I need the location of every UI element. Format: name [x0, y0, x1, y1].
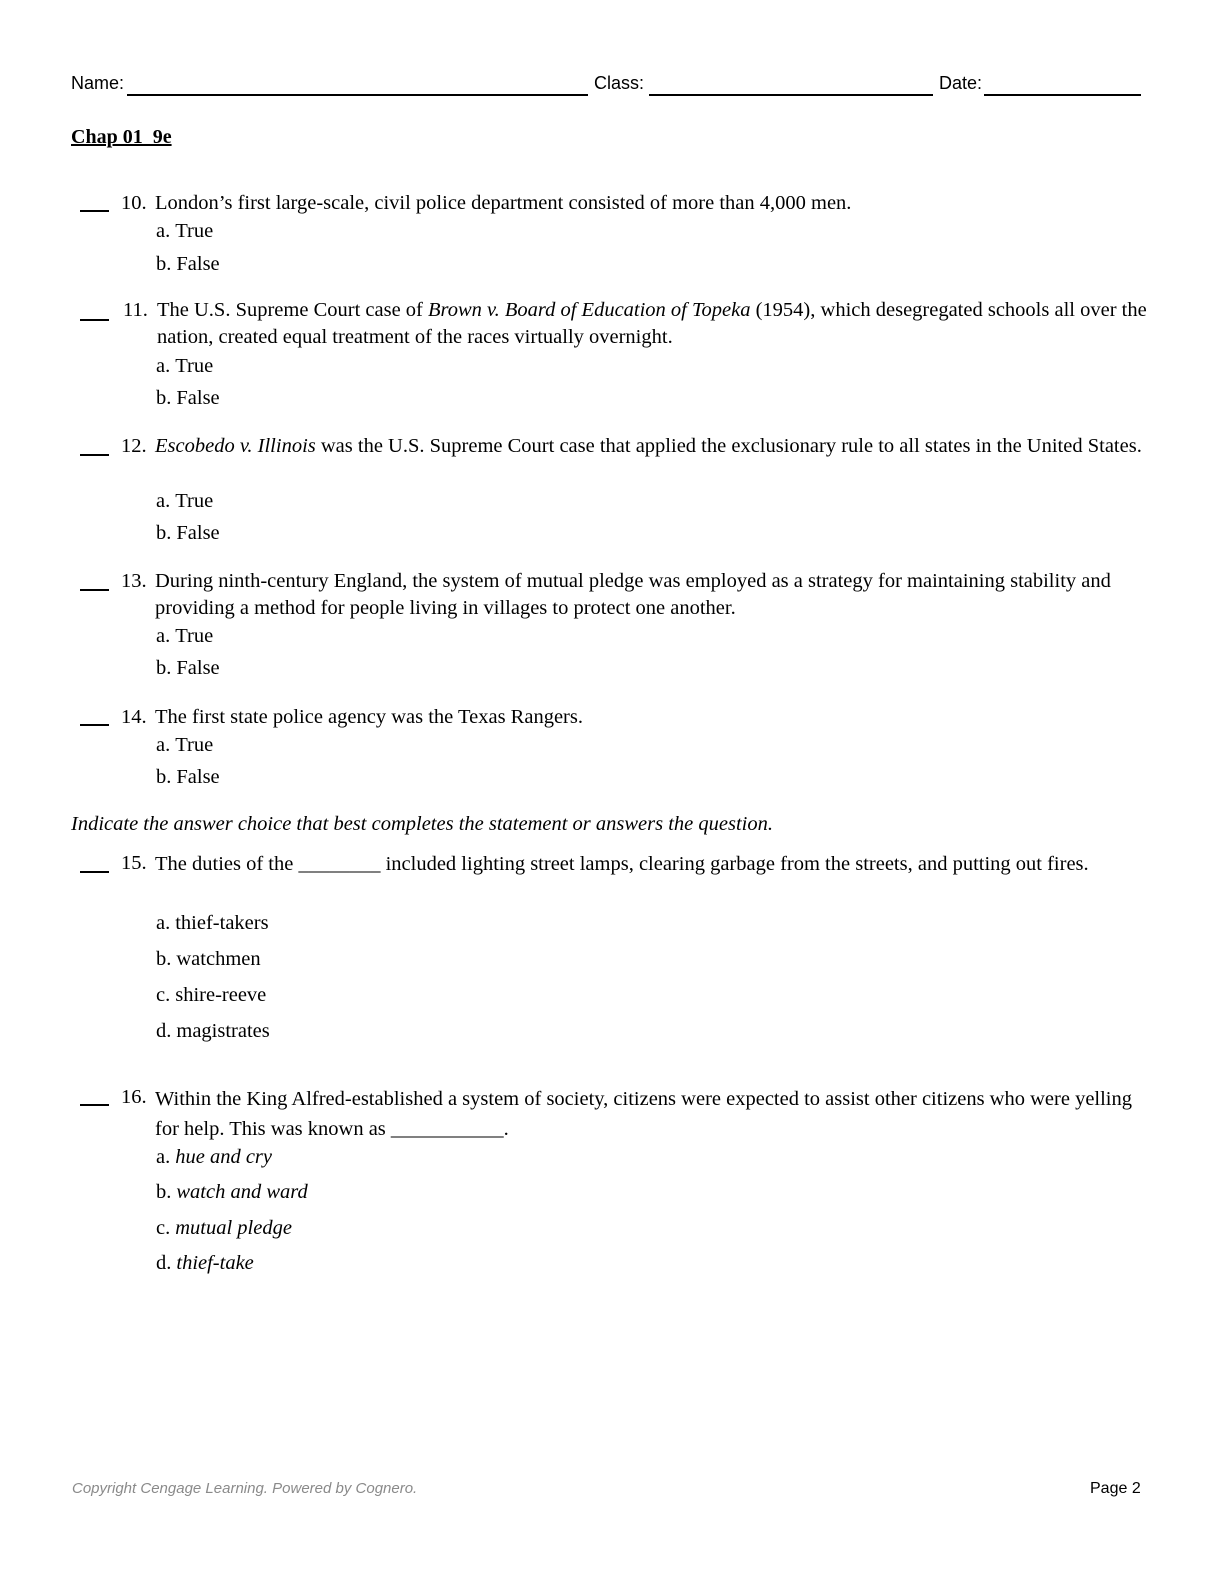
option-a[interactable]: a. True [156, 355, 214, 377]
name-label: Name: [71, 73, 125, 93]
answer-blank[interactable] [80, 724, 109, 726]
class-field[interactable] [649, 94, 933, 96]
option-c[interactable]: c. mutual pledge [156, 1217, 292, 1239]
answer-blank[interactable] [80, 589, 109, 591]
option-c[interactable]: c. shire-reeve [156, 984, 267, 1006]
option-b[interactable]: b. False [156, 657, 220, 679]
question-text: Within the King Alfred-established a system of society, citizens were expected to assist other citizens who were yelling for help. This was known as ___________. [155, 1088, 1133, 1140]
option-a[interactable]: a. True [156, 734, 214, 756]
question-number: 16. [121, 1086, 147, 1108]
class-label: Class: [594, 73, 645, 93]
option-a[interactable]: a. True [156, 625, 214, 647]
question-text: London’s first large-scale, civil police department consisted of more than 4,000 men. [155, 192, 852, 214]
section-instruction: Indicate the answer choice that best completes the statement or answers the question. [71, 813, 773, 835]
option-d[interactable]: d. thief-take [156, 1252, 254, 1274]
question-text: The duties of the ________ included lighting street lamps, clearing garbage from the streets, and putting out fires. [155, 853, 1089, 875]
question-text: The U.S. Supreme Court case of Brown v. Board of Education of Topeka (1954), which desegregated schools all over the nation, created equal treatment of the races virtually overnight. [157, 299, 1147, 348]
page-number: Page 2 [1090, 1480, 1141, 1497]
option-b[interactable]: b. False [156, 766, 220, 788]
question-number: 15. [121, 852, 147, 874]
option-d[interactable]: d. magistrates [156, 1020, 270, 1042]
date-field[interactable] [984, 94, 1141, 96]
question-number: 11. [123, 299, 148, 321]
question-text: Escobedo v. Illinois was the U.S. Supreme Court case that applied the exclusionary rule to all states in the United States. [155, 435, 1142, 457]
question-number: 10. [121, 192, 147, 214]
question-text: During ninth-century England, the system of mutual pledge was employed as a strategy for maintaining stability and providing a method for people living in villages to protect one another. [155, 570, 1111, 619]
option-a[interactable]: a. hue and cry [156, 1146, 273, 1168]
question-number: 14. [121, 706, 147, 728]
question-number: 12. [121, 435, 147, 457]
answer-blank[interactable] [80, 454, 109, 456]
option-a[interactable]: a. True [156, 220, 214, 242]
question-number: 13. [121, 570, 147, 592]
option-a[interactable]: a. True [156, 490, 214, 512]
option-b[interactable]: b. watchmen [156, 948, 261, 970]
question-text: The first state police agency was the Texas Rangers. [155, 706, 583, 728]
answer-blank[interactable] [80, 871, 109, 873]
option-b[interactable]: b. False [156, 387, 220, 409]
footer-copyright: Copyright Cengage Learning. Powered by Cognero. [72, 1480, 418, 1497]
name-field[interactable] [127, 94, 588, 96]
answer-blank[interactable] [80, 210, 109, 212]
answer-blank[interactable] [80, 319, 109, 321]
answer-blank[interactable] [80, 1104, 109, 1106]
chapter-title: Chap 01_9e [71, 126, 172, 148]
option-a[interactable]: a. thief-takers [156, 912, 269, 934]
date-label: Date: [939, 73, 983, 93]
option-b[interactable]: b. False [156, 522, 220, 544]
option-b[interactable]: b. watch and ward [156, 1181, 308, 1203]
option-b[interactable]: b. False [156, 253, 220, 275]
